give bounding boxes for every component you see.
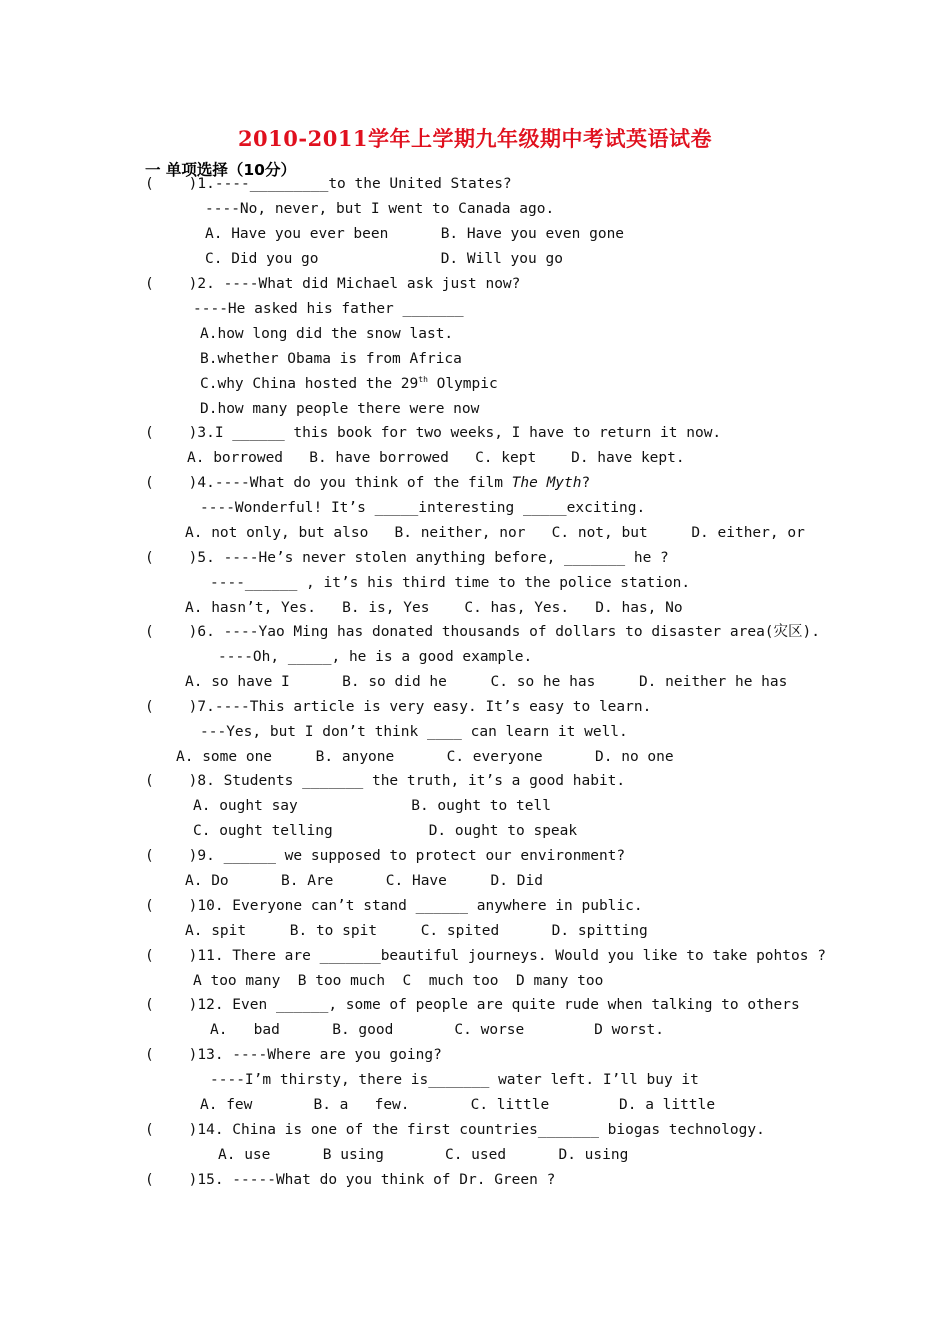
question-line [145,622,820,642]
question-line [145,995,800,1015]
question-line [185,598,683,618]
line-text: ( )7.----This article is very easy. It’s easy to learn. [145,699,652,715]
question-line [210,1020,664,1040]
line-text: ( )6. ----Yao Ming has donated thousands of dollars to disaster area(灾区). [145,624,821,640]
line-text: A. hasn’t, Yes. B. is, Yes C. has, Yes. D. has, No [185,600,683,616]
question-line [193,796,551,816]
question-line [200,374,498,394]
question-line [210,573,690,593]
question-line [187,448,685,468]
line-text: A. Have you ever been B. Have you even gone [205,226,625,242]
line-text: B.whether Obama is from Africa [200,351,462,367]
question-line [145,423,721,443]
line-text: A. some one B. anyone C. everyone D. no one [176,749,674,765]
question-line [185,871,543,891]
question-line [193,821,577,841]
line-text: A.how long did the snow last. [200,326,454,342]
question-line [210,1070,699,1090]
question-line [145,896,643,916]
question-line [145,174,512,194]
question-line [176,747,674,767]
line-text: ( )13. ----Where are you going? [145,1047,442,1063]
line-text: A. borrowed B. have borrowed C. kept D. have kept. [187,450,685,466]
question-line [185,921,648,941]
question-line [185,672,787,692]
line-text: C. Did you go D. Will you go [205,251,563,267]
line-text: ----Oh, _____, he is a good example. [218,649,533,665]
line-text: ( )5. ----He’s never stolen anything before, _______ he ? [145,550,669,566]
line-text: A. Do B. Are C. Have D. Did [185,873,543,889]
question-line [218,1145,628,1165]
question-line [205,199,554,219]
question-line [145,697,651,717]
line-text: ----I’m thirsty, there is_______ water left. I’ll buy it [210,1072,699,1088]
question-line [218,647,532,667]
line-text: ----He asked his father _______ [193,301,464,317]
line-text-tail: ? [581,475,591,491]
question-line [200,722,628,742]
question-line [205,224,624,244]
line-text: ( )12. Even ______, some of people are quite rude when talking to others [145,997,800,1013]
question-line [200,324,453,344]
line-text: C.why China hosted the 29 [200,376,419,392]
line-text: A. spit B. to spit C. spited D. spitting [185,923,648,939]
line-text: ( )3.I ______ this book for two weeks, I have to return it now. [145,425,722,441]
question-line [145,274,520,294]
question-line [145,846,625,866]
line-text: ----______ , it’s his third time to the police station. [210,575,691,591]
question-line [145,473,590,493]
line-text: C. ought telling D. ought to speak [193,823,578,839]
line-text: ( )11. There are _______beautiful journeys. Would you like to take pohtos ? [145,948,826,964]
line-text: A. not only, but also B. neither, nor C. not, but D. either, or [185,525,805,541]
question-line [145,548,669,568]
page-title: 2010-2011学年上学期九年级期中考试英语试卷 [237,126,713,151]
line-text: A. so have I B. so did he C. so he has D. neither he has [185,674,788,690]
line-text: ( )15. -----What do you think of Dr. Green ? [145,1172,556,1188]
question-line [145,946,826,966]
line-text: ---Yes, but I don’t think ____ can learn it well. [200,724,628,740]
line-text: ( )1.----_________to the United States? [145,176,512,192]
line-text: D.how many people there were now [200,401,480,417]
line-text: ( )2. ----What did Michael ask just now? [145,276,521,292]
line-text: A. use B using C. used D. using [218,1147,629,1163]
question-line [193,971,603,991]
question-line [200,498,645,518]
question-line [145,1120,765,1140]
line-text: ( )14. China is one of the first countries_______ biogas technology. [145,1122,765,1138]
question-line [200,1095,715,1115]
line-text: A. ought say B. ought to tell [193,798,551,814]
section-heading: 一 单项选择（10分） [145,161,296,179]
question-line [205,249,563,269]
question-line [200,349,462,369]
line-text: ----Wonderful! It’s _____interesting _____exciting. [200,500,646,516]
line-text-tail: Olympic [427,376,498,392]
question-line [145,771,625,791]
line-text: A too many B too much C much too D many too [193,973,604,989]
question-line [200,399,479,419]
question-line [145,1170,555,1190]
line-text: ( )9. ______ we supposed to protect our environment? [145,848,626,864]
film-title: The Myth [511,475,582,491]
ordinal-suffix: th [418,375,428,385]
line-text: ( )10. Everyone can’t stand ______ anywhere in public. [145,898,643,914]
line-text: ( )8. Students _______ the truth, it’s a good habit. [145,773,626,789]
line-text: A. bad B. good C. worse D worst. [210,1022,664,1038]
question-line [145,1045,442,1065]
question-line [185,523,805,543]
line-text: ----No, never, but I went to Canada ago. [205,201,555,217]
line-text: ( )4.----What do you think of the film [145,475,512,491]
question-line [193,299,464,319]
line-text: A. few B. a few. C. little D. a little [200,1097,716,1113]
